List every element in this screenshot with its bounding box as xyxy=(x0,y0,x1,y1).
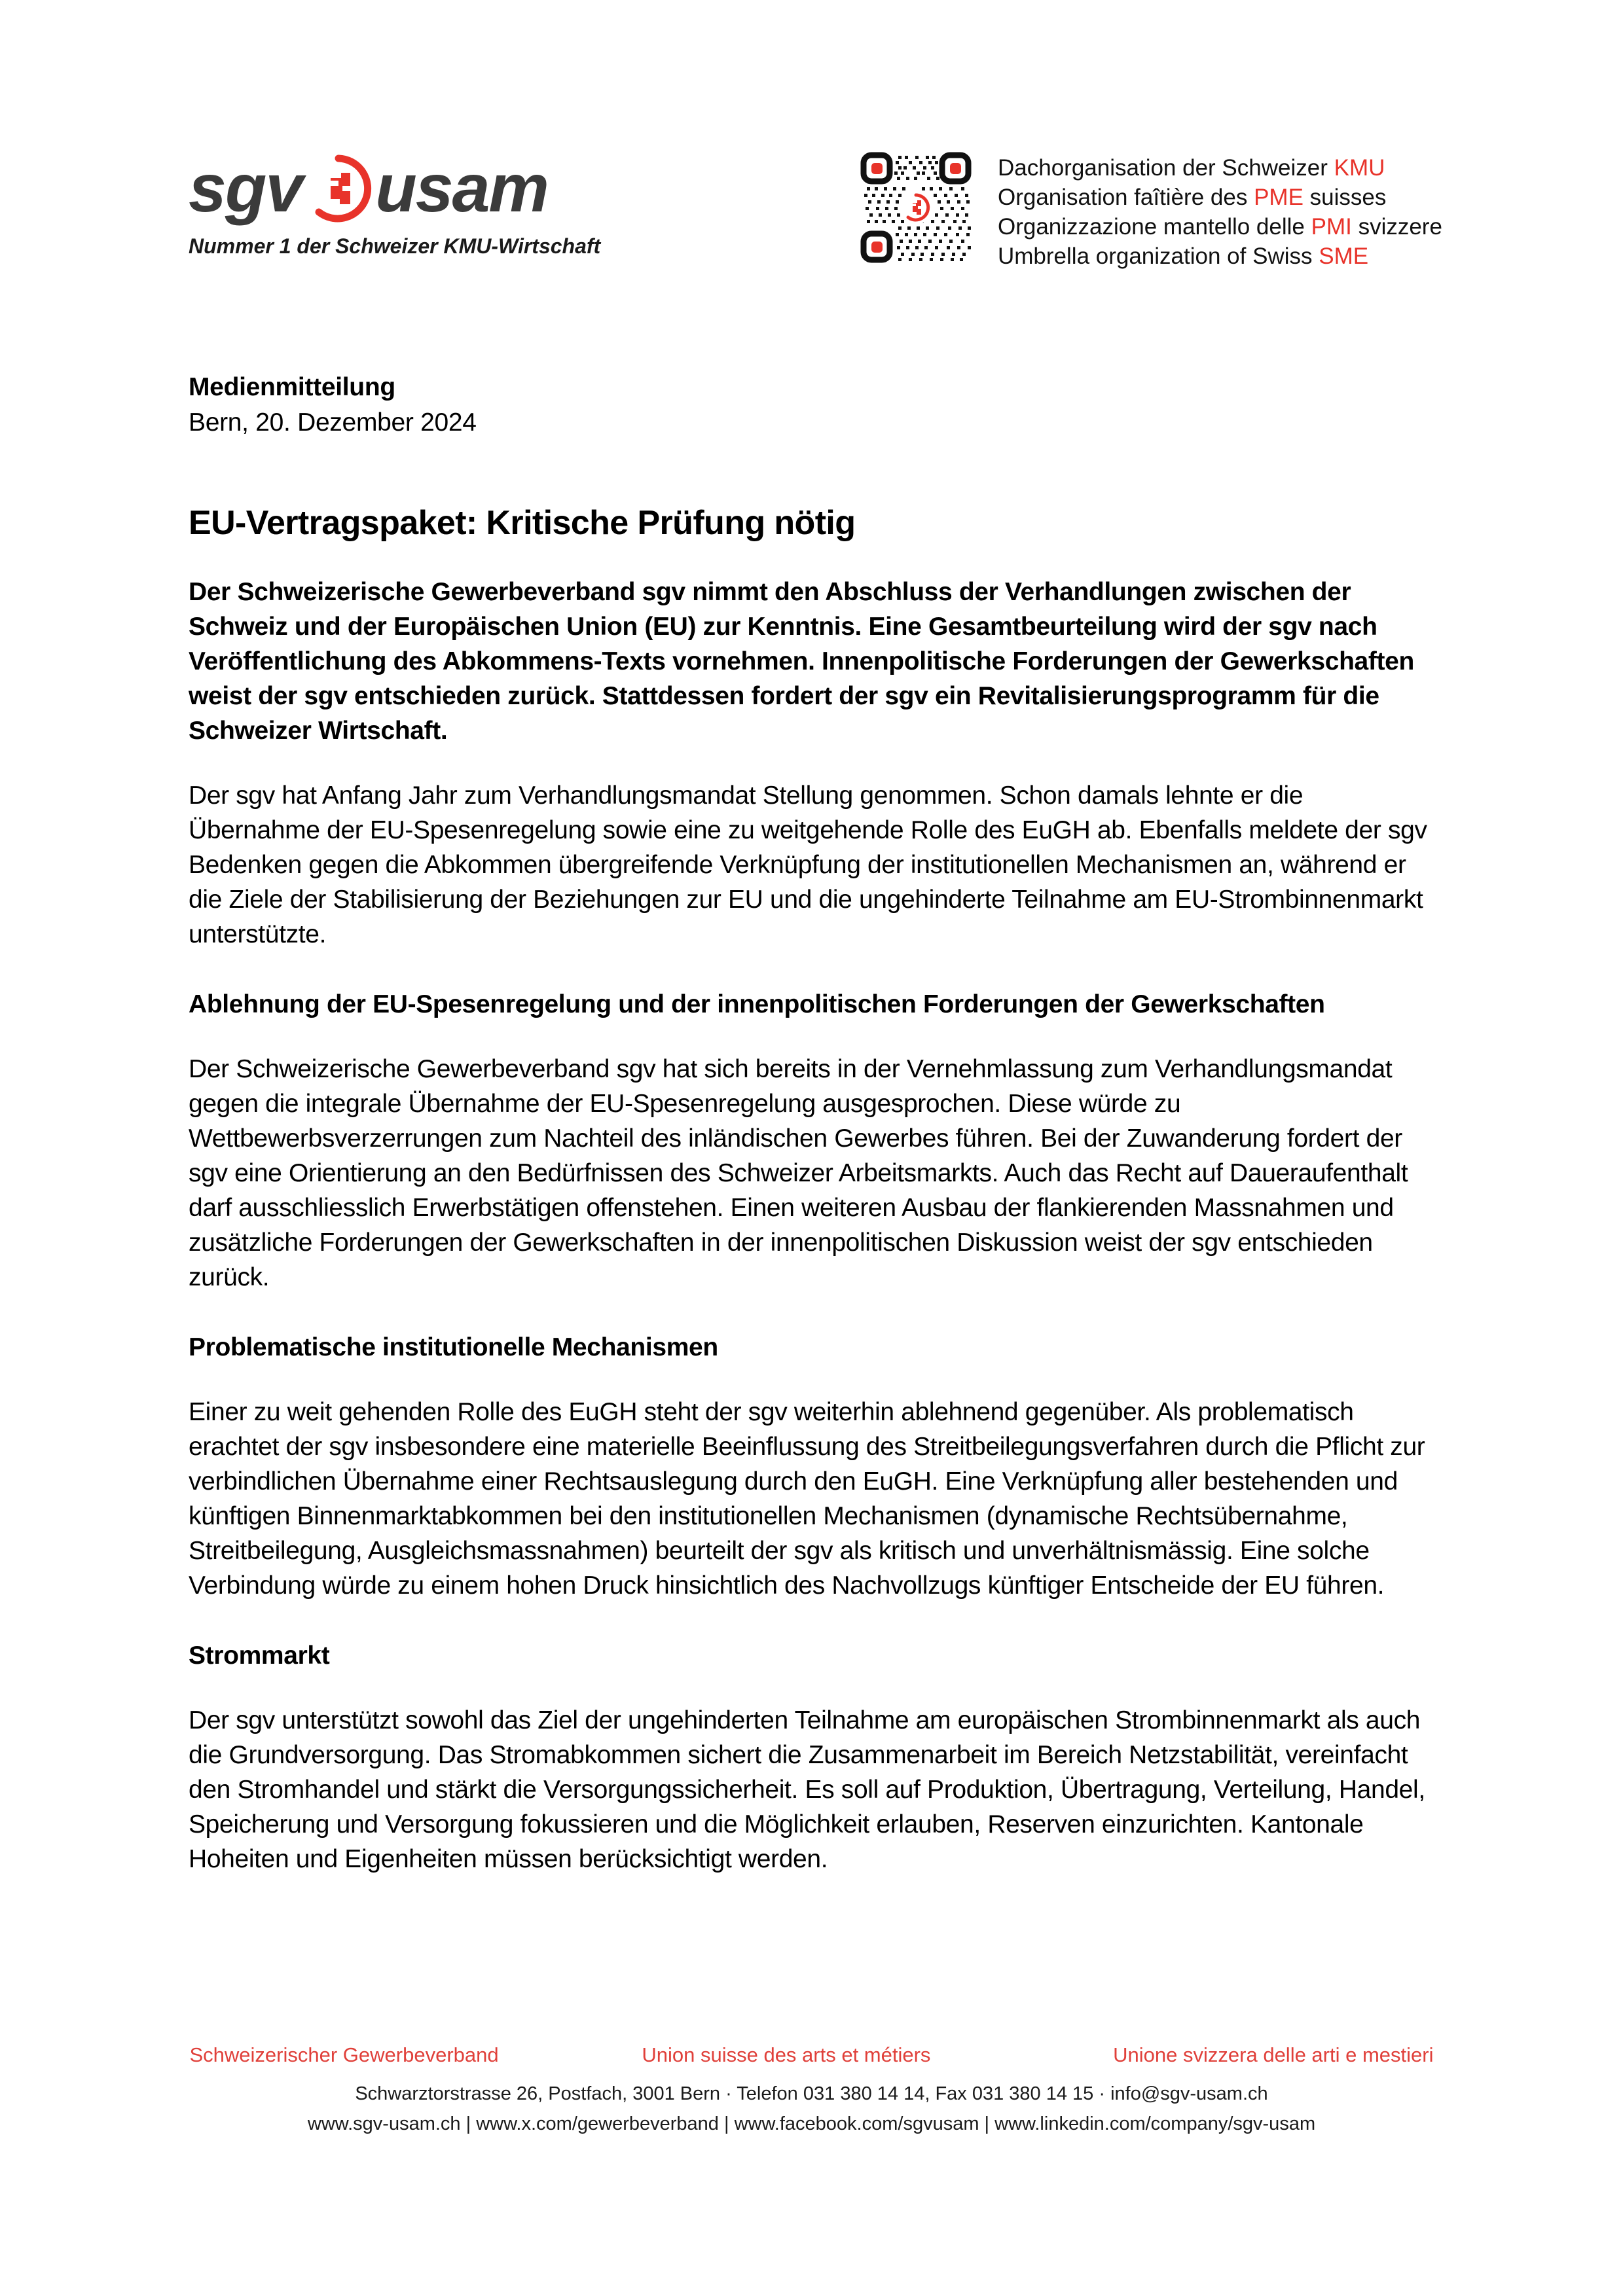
footer-links-line[interactable]: www.sgv-usam.ch | www.x.com/gewerbeverband | www.facebook.com/sgvusam | www.linkedin.com/company/sgv-usam xyxy=(307,2113,1316,2134)
footer-name-fr: Union suisse des arts et métiers xyxy=(642,2043,931,2066)
section-heading-3: Strommarkt xyxy=(189,1641,330,1670)
logo-word-right: usam xyxy=(375,151,548,226)
page-title: EU-Vertragspaket: Kritische Prüfung nötig xyxy=(189,504,856,542)
org-line-it-accent: PMI xyxy=(1311,214,1352,240)
logo-tagline: Nummer 1 der Schweizer KMU-Wirtschaft xyxy=(189,234,601,258)
org-line-it-prefix: Organizzazione mantello delle xyxy=(998,214,1311,240)
org-line-it-suffix: svizzere xyxy=(1351,214,1442,240)
intro-paragraph: Der sgv hat Anfang Jahr zum Verhandlungsmandat Stellung genommen. Schon damals lehnte er die Übernahme der EU-Spesenregelung sowie eine zu weitgehende Rolle des EuGH ab. Ebenfalls meldete der sgv Bedenken gegen die Abkommen übergreifende Verknüpfung der institutionellen Mechanismen an, während er die Ziele der Stabilisierung der Beziehungen zur EU und die ungehinderte Teilnahme am EU-Strombinnenmarkt unterstützte. xyxy=(189,781,1427,948)
organization-descriptions xyxy=(998,149,1442,271)
document-body xyxy=(189,370,1432,1876)
footer-address-line: Schwarztorstrasse 26, Postfach, 3001 Bern · Telefon 031 380 14 14, Fax 031 380 14 15 · info@sgv-usam.ch xyxy=(355,2083,1268,2104)
section-heading-2: Problematische institutionelle Mechanismen xyxy=(189,1333,718,1361)
qr-code-icon[interactable] xyxy=(858,149,974,266)
swiss-cross-logo-icon xyxy=(304,154,373,223)
org-line-en-accent: SME xyxy=(1319,243,1369,269)
org-line-de xyxy=(998,153,1442,183)
document-type-label: Medienmitteilung xyxy=(189,373,395,401)
logo-word-left: sgv xyxy=(189,151,302,226)
org-line-fr-accent: PME xyxy=(1254,185,1304,210)
org-line-fr-prefix: Organisation faîtière des xyxy=(998,185,1254,210)
section-body-2: Einer zu weit gehenden Rolle des EuGH steht der sgv weiterhin ablehnend gegenüber. Als problematisch erachtet der sgv insbesondere eine materielle Beeinflussung des Streitbeilegungsverfahren durch die Pflicht zur verbindlichen Übernahme einer Rechtsauslegung durch den EuGH. Eine Verknüpfung aller bestehenden und künftigen Binnenmarktabkommen bei den institutionellen Mechanismen (dynamische Rechtsübernahme, Streitbeilegung, Ausgleichsmassnahmen) beurteilt der sgv als kritisch und unverhältnismässig. Eine solche Verbindung würde zu einem hohen Druck hinsichtlich des Nachvollzugs künftiger Entscheide der EU führen. xyxy=(189,1398,1425,1600)
org-line-fr xyxy=(998,183,1442,212)
logo-wordmark xyxy=(189,152,594,225)
page-footer xyxy=(0,2042,1623,2138)
header-right-block xyxy=(858,149,1442,271)
section-body-3: Der sgv unterstützt sowohl das Ziel der ungehinderten Teilnahme am europäischen Strombinnenmarkt als auch die Grundversorgung. Das Stromabkommen sichert die Zusammenarbeit im Bereich Netzstabilität, vereinfacht den Stromhandel und stärkt die Versorgungssicherheit. Es soll auf Produktion, Übertragung, Verteilung, Handel, Speicherung und Versorgung fokussieren und die Möglichkeit erlauben, Reserven einzurichten. Kantonale Hoheiten und Eigenheiten müssen berücksichtigt werden. xyxy=(189,1706,1425,1873)
org-line-it xyxy=(998,212,1442,242)
section-heading-1: Ablehnung der EU-Spesenregelung und der innenpolitischen Forderungen der Gewerkschaften xyxy=(189,990,1325,1018)
sgv-usam-logo xyxy=(189,151,601,259)
org-line-de-prefix: Dachorganisation der Schweizer xyxy=(998,155,1334,181)
page-header xyxy=(0,0,1623,308)
lead-paragraph: Der Schweizerische Gewerbeverband sgv nimmt den Abschluss der Verhandlungen zwischen der Schweiz und der Europäischen Union (EU) zur Kenntnis. Eine Gesamtbeurteilung wird der sgv nach Veröffentlichung des Abkommens-Texts vornehmen. Innenpolitische Forderungen der Gewerkschaften weist der sgv entschieden zurück. Stattdessen fordert der sgv ein Revitalisierungsprogramm für die Schweizer Wirtschaft. xyxy=(189,578,1414,745)
org-line-de-accent: KMU xyxy=(1334,155,1385,181)
footer-org-names xyxy=(190,2042,1434,2068)
section-body-1: Der Schweizerische Gewerbeverband sgv hat sich bereits in der Vernehmlassung zum Verhandlungsmandat gegen die integrale Übernahme der EU-Spesenregelung ausgesprochen. Diese würde zu Wettbewerbsverzerrungen zum Nachteil des inländischen Gewerbes führen. Bei der Zuwanderung fordert der sgv eine Orientierung an den Bedürfnissen des Schweizer Arbeitsmarkts. Auch das Recht auf Daueraufenthalt darf ausschliesslich Erwerbstätigen offenstehen. Einen weiteren Ausbau der flankierenden Massnahmen und zusätzliche Forderungen der Gewerkschaften in der innenpolitischen Diskussion weist der sgv entschieden zurück. xyxy=(189,1055,1408,1291)
org-line-en-prefix: Umbrella organization of Swiss xyxy=(998,243,1319,269)
document-dateline: Bern, 20. Dezember 2024 xyxy=(189,408,477,437)
footer-name-de: Schweizerischer Gewerbeverband xyxy=(189,2043,499,2066)
org-line-en xyxy=(998,242,1442,271)
org-line-fr-suffix: suisses xyxy=(1303,185,1387,210)
footer-name-it: Unione svizzera delle arti e mestieri xyxy=(1113,2043,1434,2066)
